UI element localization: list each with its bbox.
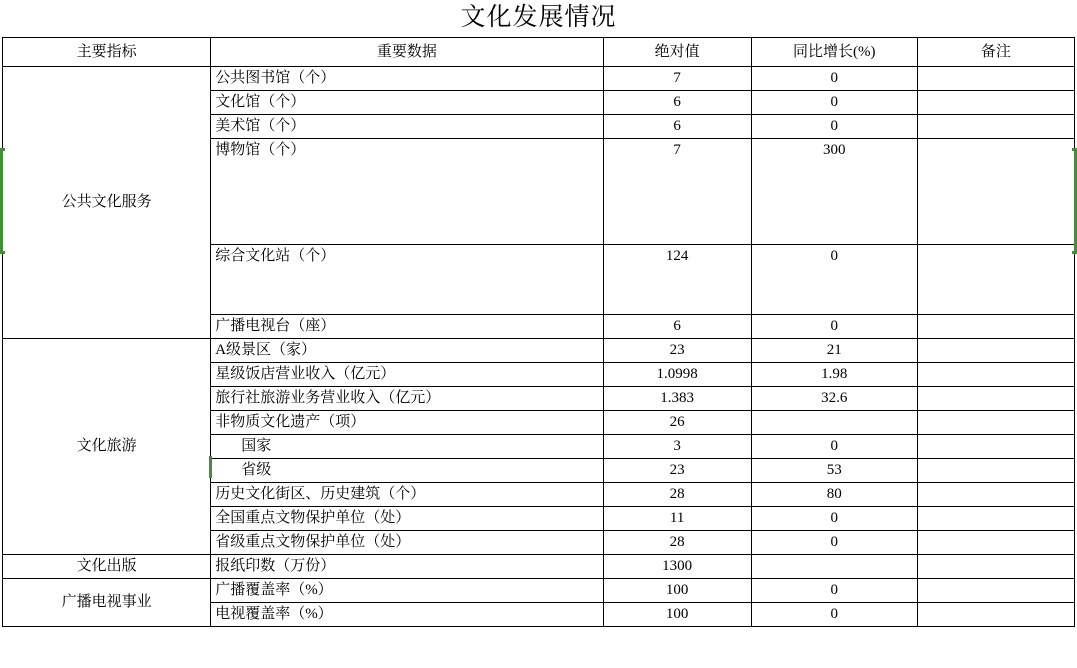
absolute-value: 7 — [603, 67, 751, 91]
column-header-indicator: 主要指标 — [3, 38, 211, 67]
absolute-value: 6 — [603, 91, 751, 115]
note-value — [917, 139, 1074, 245]
growth-value: 0 — [751, 67, 917, 91]
item-label: 综合文化站（个） — [211, 245, 603, 315]
growth-value: 21 — [751, 339, 917, 363]
item-label: 文化馆（个） — [211, 91, 603, 115]
absolute-value: 1300 — [603, 555, 751, 579]
column-header-growth: 同比增长(%) — [751, 38, 917, 67]
column-header-absolute: 绝对值 — [603, 38, 751, 67]
growth-value: 0 — [751, 531, 917, 555]
growth-value: 0 — [751, 435, 917, 459]
note-value — [917, 315, 1074, 339]
table-row[interactable] — [3, 67, 1075, 91]
absolute-value: 1.383 — [603, 387, 751, 411]
item-label: 电视覆盖率（%） — [211, 603, 603, 627]
item-label: 博物馆（个） — [211, 139, 603, 245]
note-value — [917, 115, 1074, 139]
table-header — [3, 38, 1075, 67]
selection-handle-bottom-left[interactable] — [0, 251, 5, 254]
item-label: 非物质文化遗产（项） — [211, 411, 603, 435]
growth-value: 80 — [751, 483, 917, 507]
growth-value: 0 — [751, 579, 917, 603]
item-label: 公共图书馆（个） — [211, 67, 603, 91]
absolute-value: 100 — [603, 603, 751, 627]
note-value — [917, 459, 1074, 483]
absolute-value: 124 — [603, 245, 751, 315]
selection-handle-top-left[interactable] — [0, 148, 5, 151]
absolute-value: 100 — [603, 579, 751, 603]
item-label: 报纸印数（万份） — [211, 555, 603, 579]
growth-value: 0 — [751, 91, 917, 115]
note-value — [917, 91, 1074, 115]
absolute-value: 3 — [603, 435, 751, 459]
absolute-value: 28 — [603, 531, 751, 555]
item-label: 历史文化街区、历史建筑（个） — [211, 483, 603, 507]
item-label: A级景区（家） — [211, 339, 603, 363]
note-value — [917, 387, 1074, 411]
note-value — [917, 555, 1074, 579]
growth-value: 32.6 — [751, 387, 917, 411]
growth-value: 0 — [751, 245, 917, 315]
absolute-value: 23 — [603, 459, 751, 483]
growth-value: 0 — [751, 507, 917, 531]
category-cell-culture-tourism: 文化旅游 — [3, 339, 211, 555]
item-label: 广播电视台（座） — [211, 315, 603, 339]
note-value — [917, 339, 1074, 363]
selection-handle-top-right[interactable] — [1072, 148, 1077, 151]
growth-value — [751, 411, 917, 435]
growth-value: 1.98 — [751, 363, 917, 387]
growth-value: 0 — [751, 315, 917, 339]
item-label: 省级重点文物保护单位（处） — [211, 531, 603, 555]
table-row[interactable] — [3, 339, 1075, 363]
growth-value: 53 — [751, 459, 917, 483]
item-label: 国家 — [211, 435, 603, 459]
selection-marker-left — [0, 148, 3, 254]
item-label: 广播覆盖率（%） — [211, 579, 603, 603]
table-row[interactable] — [3, 579, 1075, 603]
absolute-value: 28 — [603, 483, 751, 507]
column-header-data: 重要数据 — [211, 38, 603, 67]
growth-value: 0 — [751, 603, 917, 627]
selection-handle-bottom-right[interactable] — [1072, 251, 1077, 254]
note-value — [917, 483, 1074, 507]
table-header-row — [3, 38, 1075, 67]
culture-development-table — [2, 37, 1075, 627]
absolute-value: 7 — [603, 139, 751, 245]
note-value — [917, 435, 1074, 459]
category-cell-culture-publishing: 文化出版 — [3, 555, 211, 579]
item-label: 省级 — [211, 459, 603, 483]
category-cell-broadcast-tv: 广播电视事业 — [3, 579, 211, 627]
table-row[interactable] — [3, 555, 1075, 579]
absolute-value: 26 — [603, 411, 751, 435]
growth-value: 300 — [751, 139, 917, 245]
absolute-value: 6 — [603, 115, 751, 139]
note-value — [917, 67, 1074, 91]
note-value — [917, 363, 1074, 387]
column-header-note: 备注 — [917, 38, 1074, 67]
note-value — [917, 507, 1074, 531]
category-cell-public-culture-service: 公共文化服务 — [3, 67, 211, 339]
note-value — [917, 579, 1074, 603]
note-value — [917, 531, 1074, 555]
growth-value — [751, 555, 917, 579]
absolute-value: 23 — [603, 339, 751, 363]
page-title: 文化发展情况 — [460, 4, 617, 31]
table-body — [3, 67, 1075, 627]
note-value — [917, 411, 1074, 435]
item-label: 旅行社旅游业务营业收入（亿元） — [211, 387, 603, 411]
item-label: 星级饭店营业收入（亿元） — [211, 363, 603, 387]
note-value — [917, 603, 1074, 627]
item-label: 美术馆（个） — [211, 115, 603, 139]
growth-value: 0 — [751, 115, 917, 139]
absolute-value: 1.0998 — [603, 363, 751, 387]
absolute-value: 6 — [603, 315, 751, 339]
item-label: 全国重点文物保护单位（处） — [211, 507, 603, 531]
absolute-value: 11 — [603, 507, 751, 531]
selection-marker-inline — [209, 456, 212, 478]
note-value — [917, 245, 1074, 315]
